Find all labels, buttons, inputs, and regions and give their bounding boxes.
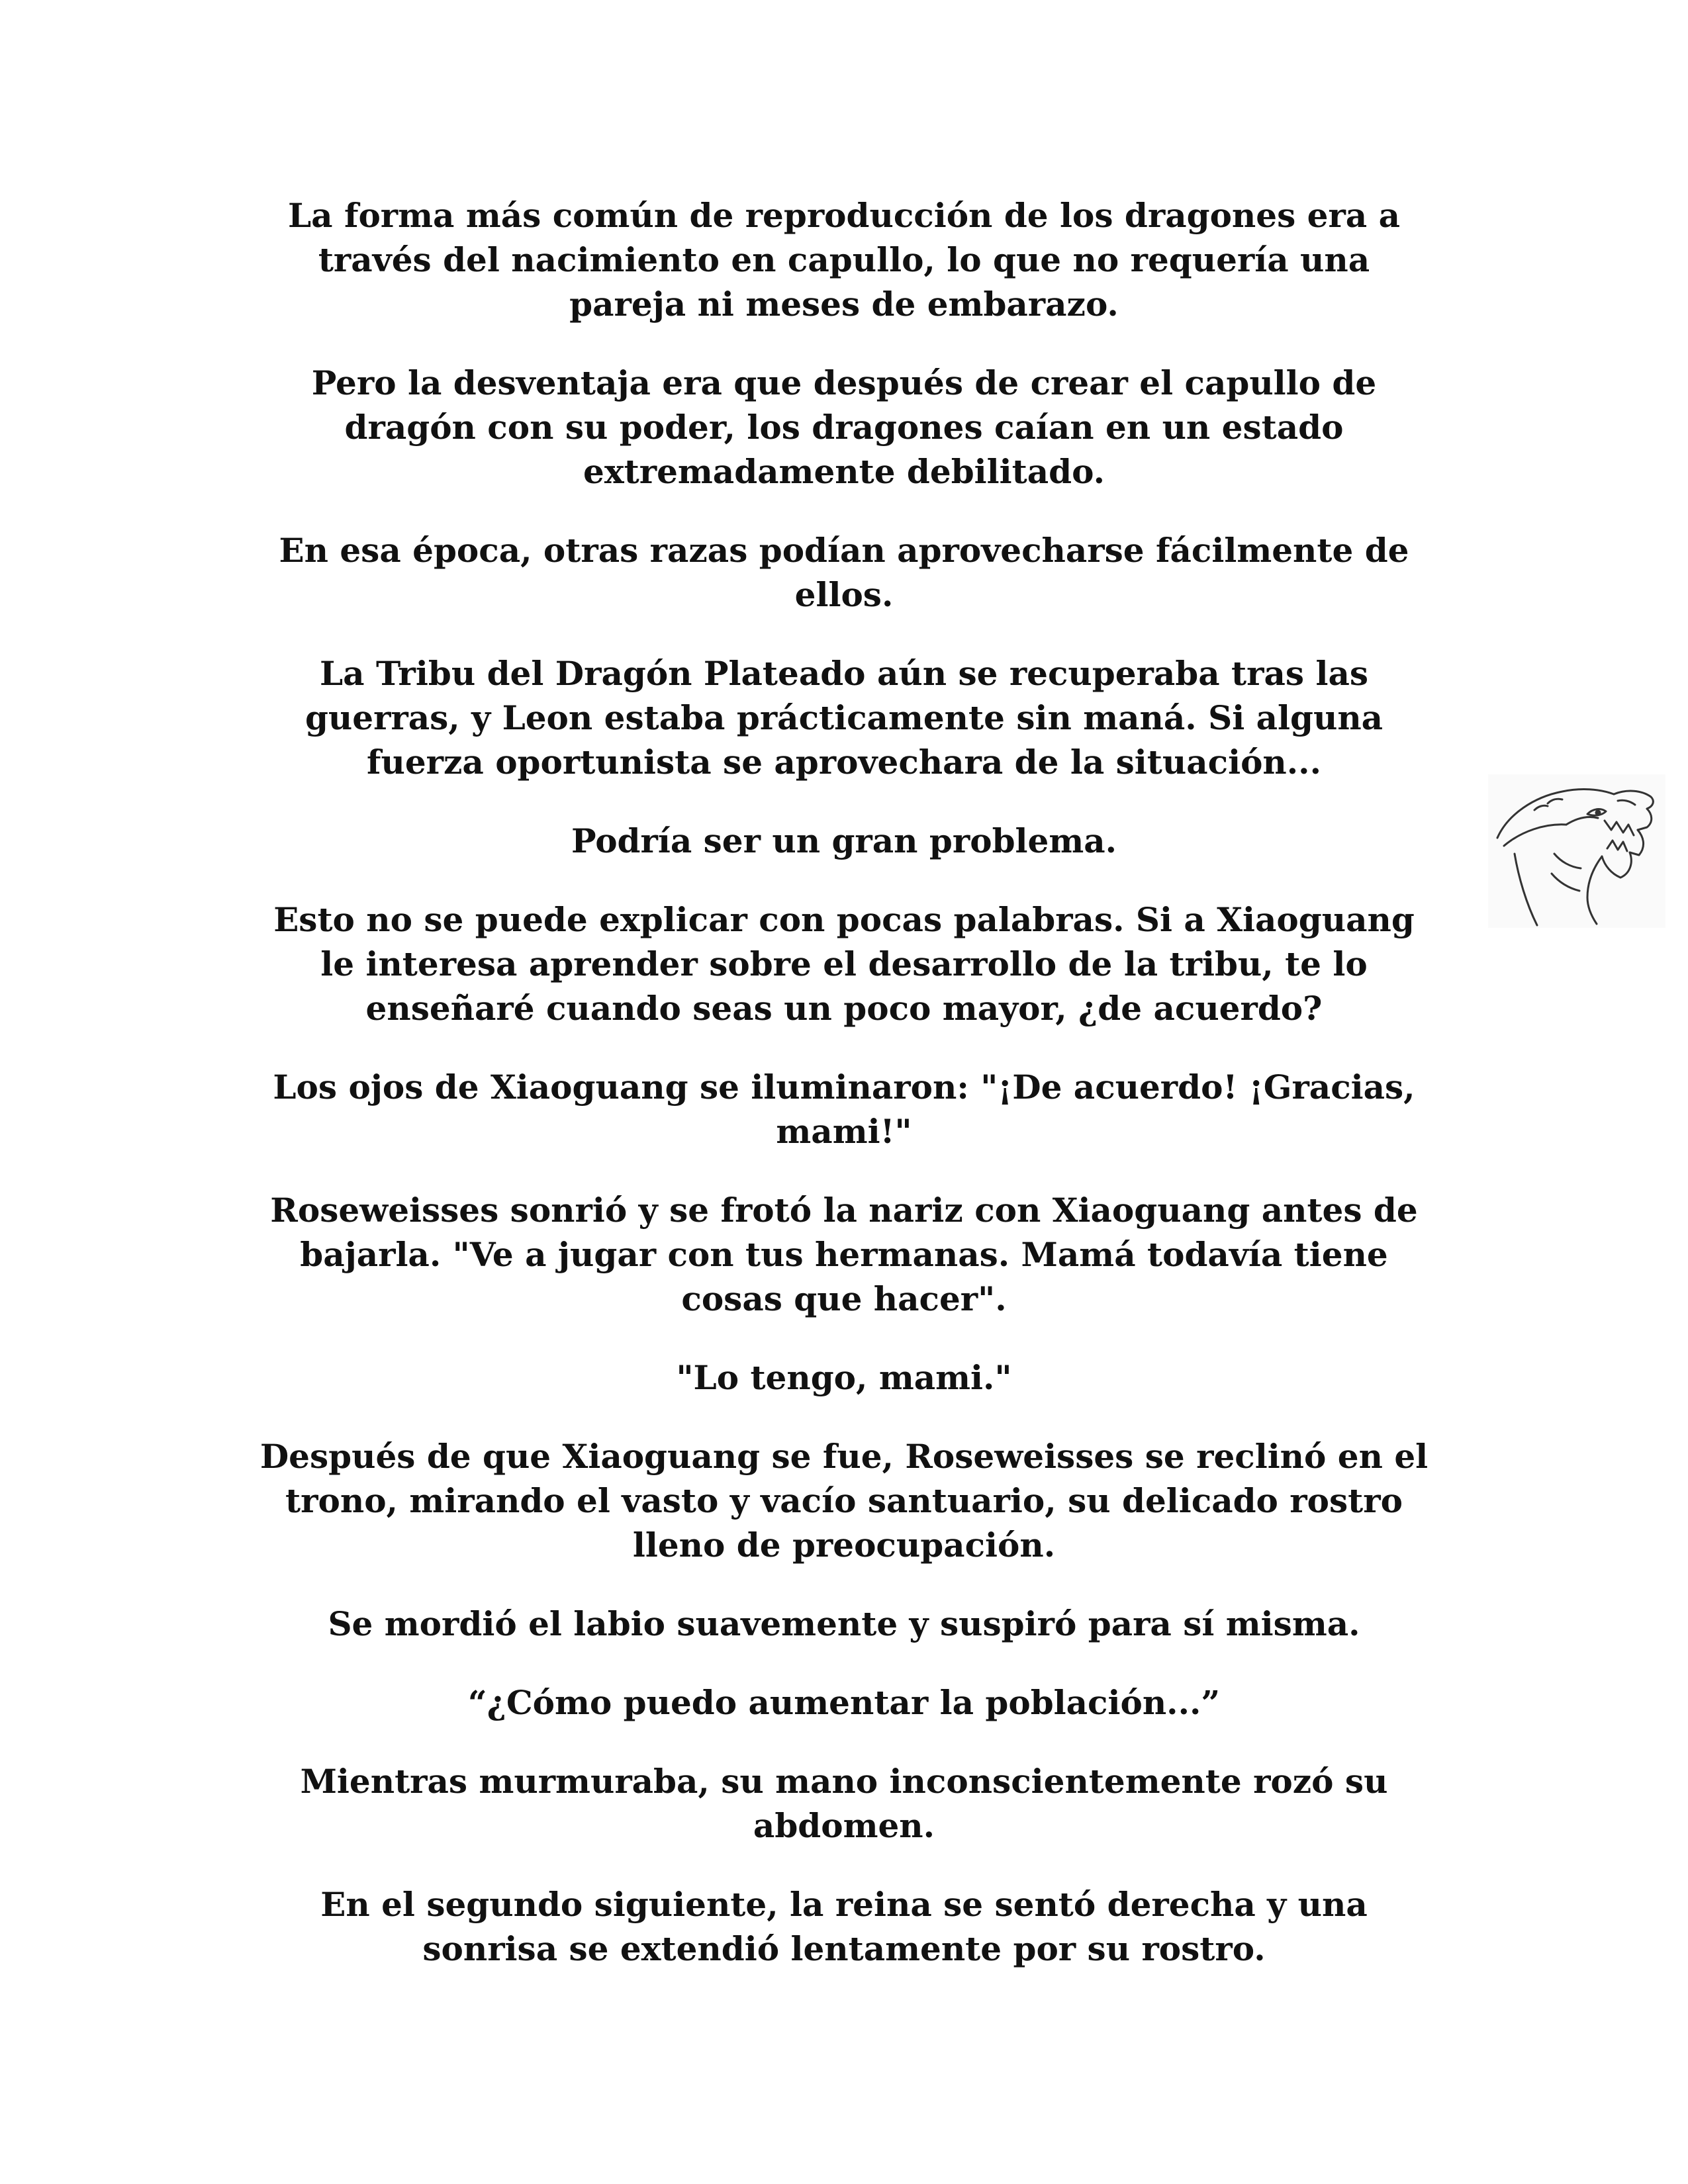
paragraph: "Lo tengo, mami." (676, 1358, 1012, 1397)
paragraph: La forma más común de reproducción de los dragones era a través del nacimiento en capullo, lo que no requería una pareja ni meses de embarazo. (287, 196, 1400, 324)
paragraph: La Tribu del Dragón Plateado aún se recuperaba tras las guerras, y Leon estaba prácticamente sin maná. Si alguna fuerza oportunista se aprovechara de la situación... (305, 654, 1383, 782)
paragraph: Esto no se puede explicar con pocas palabras. Si a Xiaoguang le interesa aprender sobre el desarrollo de la tribu, te lo enseñaré cuando seas un poco mayor, ¿de acuerdo? (273, 900, 1415, 1028)
paragraph: Mientras murmuraba, su mano inconscientemente rozó su abdomen. (300, 1762, 1388, 1845)
paragraph: Podría ser un gran problema. (571, 821, 1117, 860)
paragraph: Se mordió el labio suavemente y suspiró para sí misma. (328, 1604, 1360, 1643)
paragraph: Pero la desventaja era que después de crear el capullo de dragón con su poder, los dragones caían en un estado extremadamente debilitado. (311, 363, 1377, 491)
story-text (232, 193, 1456, 2005)
paragraph: En el segundo siguiente, la reina se sentó derecha y una sonrisa se extendió lentamente por su rostro. (320, 1885, 1368, 1968)
paragraph: Después de que Xiaoguang se fue, Roseweisses se reclinó en el trono, mirando el vasto y vacío santuario, su delicado rostro lleno de preocupación. (259, 1437, 1429, 1565)
paragraph: Los ojos de Xiaoguang se iluminaron: "¡De acuerdo! ¡Gracias, mami!" (273, 1068, 1415, 1151)
dragon-head-sketch-icon (1488, 774, 1665, 928)
paragraph: En esa época, otras razas podían aprovecharse fácilmente de ellos. (279, 531, 1409, 614)
paragraph: “¿Cómo puedo aumentar la población...” (467, 1683, 1221, 1722)
paragraph: Roseweisses sonrió y se frotó la nariz con Xiaoguang antes de bajarla. "Ve a jugar con tus hermanas. Mamá todavía tiene cosas que hacer". (270, 1191, 1418, 1318)
